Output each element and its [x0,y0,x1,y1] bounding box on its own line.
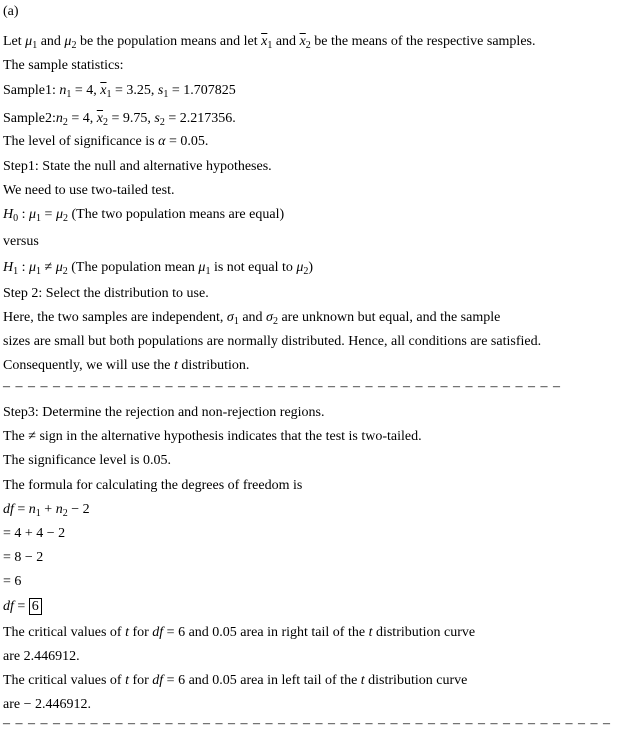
part-label: (a) [3,4,19,19]
step1-heading: Step1: State the null and alternative hypotheses. [3,159,272,174]
step2-heading: Step 2: Select the distribution to use. [3,286,209,301]
boxed-answer: 6 [29,598,42,615]
left-tail-critical-line: The critical values of t for df = 6 and 0.05 area in left tail of the t distribution curve [3,673,468,688]
two-tailed-note: We need to use two-tailed test. [3,183,175,198]
df-step-2: = 8 − 2 [3,550,44,565]
df-formula: df = $n_1 + n_2 - 2$ [3,502,90,519]
sample-statistics-heading: The sample statistics: [3,58,124,73]
sample2-line: $Sample2:n_2 = 4$, $\overline{x}_2 = 9.75$, $s_2 = 2.217356$. [3,111,236,128]
left-tail-critical-value: are − 2.446912. [3,697,91,712]
dashed-separator: – – – – – – – – – – – – – – – – – – – – – – – – – – – – – – – – – – – – – – – – – – – – – [3,379,561,394]
significance-level-line: The level of significance is α = 0.05. [3,134,209,149]
right-tail-critical-line: The critical values of t for df = 6 and 0.05 area in right tail of the t distribution curve [3,625,476,640]
df-formula-intro: The formula for calculating the degrees of freedom is [3,478,303,493]
step3-heading: Step3: Determine the rejection and non-rejection regions. [3,405,325,420]
right-tail-critical-value: are 2.446912. [3,649,80,664]
distribution-choice-line: Consequently, we will use the t distribution. [3,358,250,373]
independence-line: Here, the two samples are independent, $\sigma_1$ and $\sigma_2$ are unknown but equal, and the sample [3,310,501,327]
sample1-line: Sample1: $n_1 = 4$, $\overline{x}_1 = 3.25$, $s_1 = 1.707825$ [3,83,236,100]
alternative-hypothesis: $H_1$ : $\mu_1 \ne \mu_2$ (The population mean $\mu_1$ is not equal to $\mu_2$) [3,260,314,277]
df-step-1: = 4 + 4 − 2 [3,526,66,541]
significance-note: The significance level is 0.05. [3,453,171,468]
df-step-3: = 6 [3,574,22,589]
intro-line: Let $\mu_1$ and $\mu_2$ be the population means and let $\overline{x}_1$ and $\overline{x}_2$ be the means of the respective samples. [3,34,536,51]
null-hypothesis: $H_0$ : $\mu_1 = \mu_2$ (The two population means are equal) [3,207,285,224]
not-equal-sign-note: The ≠ sign in the alternative hypothesis indicates that the test is two-tailed. [3,429,422,444]
versus-label: versus [3,234,39,249]
dashed-separator-bottom: – – – – – – – – – – – – – – – – – – – – – – – – – – – – – – – – – – – – – – – – – – – – – – – – – [3,716,611,731]
df-result: df = 6 [3,598,42,616]
conditions-line: sizes are small but both populations are normally distributed. Hence, all conditions are satisfied. [3,334,542,349]
